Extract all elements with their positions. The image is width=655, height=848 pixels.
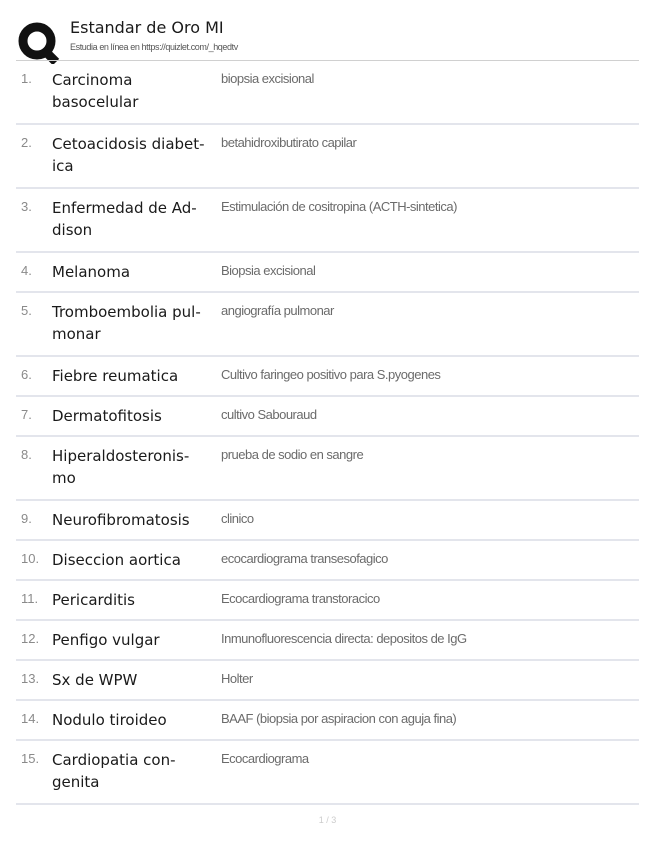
- card-number: 10.: [21, 551, 40, 566]
- card-term: [52, 749, 220, 793]
- card-number: 6.: [21, 367, 32, 382]
- card-term: [52, 133, 220, 177]
- card-term: [52, 549, 220, 571]
- card-term-line: Diseccion aortica: [52, 551, 181, 569]
- card-number: 15.: [21, 751, 40, 766]
- card-term-line: Dermatofitosis: [52, 407, 162, 425]
- card-term: [52, 365, 220, 387]
- card-term-line: dison: [52, 221, 93, 239]
- card-term-line: Fiebre reumatica: [52, 367, 179, 385]
- card-definition: Inmunofluorescencia directa: depositos de IgG: [221, 631, 467, 646]
- card-definition: ecocardiograma transesofagico: [221, 551, 388, 566]
- card-number: 2.: [21, 135, 32, 150]
- card-row: [16, 189, 639, 253]
- card-term: [52, 669, 220, 691]
- card-term: [52, 589, 220, 611]
- card-row: [16, 437, 639, 501]
- card-definition: Estimulación de cositropina (ACTH-sintetica): [221, 199, 457, 214]
- card-number: 7.: [21, 407, 32, 422]
- card-definition: BAAF (biopsia por aspiracion con aguja fina): [221, 711, 457, 726]
- card-number: 12.: [21, 631, 40, 646]
- card-term-line: monar: [52, 325, 101, 343]
- card-row: [16, 701, 639, 741]
- card-row: [16, 357, 639, 397]
- card-definition: Ecocardiograma: [221, 751, 309, 766]
- card-number: 5.: [21, 303, 32, 318]
- page-number: 1 / 3: [318, 815, 337, 825]
- card-definition: prueba de sodio en sangre: [221, 447, 364, 462]
- card-definition: angiografía pulmonar: [221, 303, 334, 318]
- card-term: [52, 69, 220, 113]
- card-term: [52, 261, 220, 283]
- card-number: 3.: [21, 199, 32, 214]
- card-definition: Biopsia excisional: [221, 263, 316, 278]
- card-row: [16, 61, 639, 125]
- card-row: [16, 581, 639, 621]
- card-term-line: Tromboembolia pul-: [52, 303, 201, 321]
- card-number: 14.: [21, 711, 40, 726]
- card-row: [16, 621, 639, 661]
- card-number: 8.: [21, 447, 32, 462]
- card-term: [52, 445, 220, 489]
- card-row: [16, 501, 639, 541]
- card-row: [16, 253, 639, 293]
- card-term: [52, 509, 220, 531]
- card-term-line: Hiperaldosteronis-: [52, 447, 190, 465]
- card-definition: betahidroxibutirato capilar: [221, 135, 357, 150]
- card-term: [52, 629, 220, 651]
- card-term-line: ica: [52, 157, 74, 175]
- card-term-line: Penfigo vulgar: [52, 631, 160, 649]
- card-term-line: Enfermedad de Ad-: [52, 199, 197, 217]
- card-number: 9.: [21, 511, 32, 526]
- card-row: [16, 397, 639, 437]
- card-term-line: Cardiopatia con-: [52, 751, 176, 769]
- card-term: [52, 709, 220, 731]
- card-term-line: Cetoacidosis diabet-: [52, 135, 205, 153]
- card-term-line: basocelular: [52, 93, 139, 111]
- card-definition: Ecocardiograma transtoracico: [221, 591, 380, 606]
- card-term-line: Pericarditis: [52, 591, 135, 609]
- card-term-line: Neurofibromatosis: [52, 511, 190, 529]
- card-definition: clinico: [221, 511, 254, 526]
- card-row: [16, 661, 639, 701]
- card-term-line: Nodulo tiroideo: [52, 711, 167, 729]
- card-number: 1.: [21, 71, 32, 86]
- document-title: Estandar de Oro MI: [70, 18, 224, 37]
- card-term: [52, 197, 220, 241]
- card-row: [16, 293, 639, 357]
- card-number: 11.: [21, 591, 39, 606]
- card-definition: cultivo Sabouraud: [221, 407, 317, 422]
- card-number: 13.: [21, 671, 40, 686]
- card-term-line: Melanoma: [52, 263, 131, 281]
- flashcard-list: [16, 61, 639, 805]
- card-number: 4.: [21, 263, 32, 278]
- card-definition: Holter: [221, 671, 253, 686]
- card-definition: Cultivo faringeo positivo para S.pyogenes: [221, 367, 441, 382]
- card-term-line: genita: [52, 773, 100, 791]
- card-term: [52, 405, 220, 427]
- quizlet-logo-icon: [16, 20, 60, 64]
- document-header: [16, 14, 639, 60]
- card-row: [16, 741, 639, 805]
- card-definition: biopsia excisional: [221, 71, 314, 86]
- card-term-line: Sx de WPW: [52, 671, 138, 689]
- card-term-line: mo: [52, 469, 76, 487]
- study-online-link[interactable]: Estudia en línea en https://quizlet.com/_hqedtv: [70, 42, 238, 52]
- card-term: [52, 301, 220, 345]
- card-term-line: Carcinoma: [52, 71, 133, 89]
- card-row: [16, 125, 639, 189]
- card-row: [16, 541, 639, 581]
